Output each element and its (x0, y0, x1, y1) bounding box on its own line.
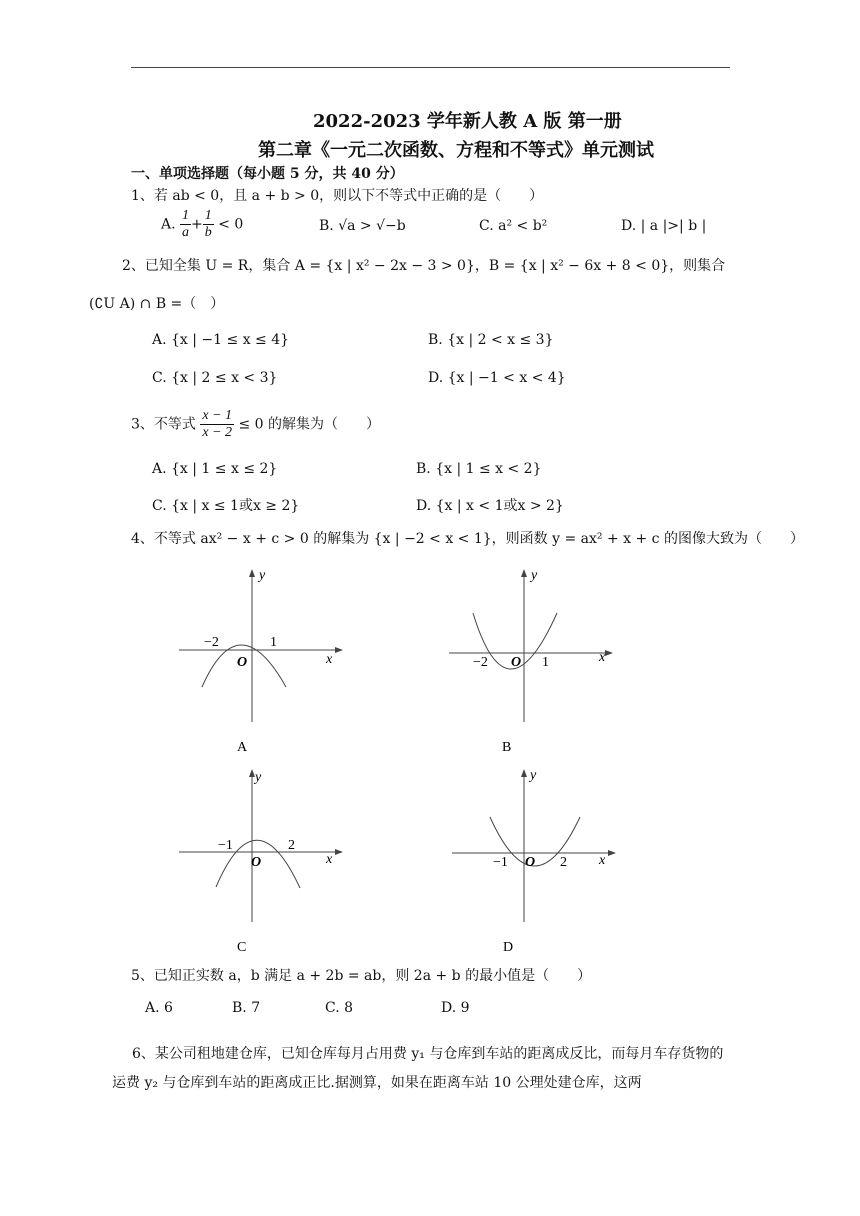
fraction-x-1-over-x-2: $\frac{x - 1}{x - 2}$ (202, 408, 233, 440)
x-axis-label: x (326, 652, 333, 667)
graph-caption: C (237, 940, 247, 955)
x-axis-label: x (599, 853, 606, 868)
question-5-option-a[interactable]: A. 6 (145, 1000, 173, 1016)
question-1-option-b[interactable]: B. √a > √−b (319, 218, 406, 234)
graph-caption: B (502, 740, 512, 755)
graph-b[interactable] (445, 565, 615, 760)
option-a-label: A. (161, 216, 176, 233)
origin-label: O (525, 855, 536, 870)
question-3-option-d[interactable]: D. {x | x < 1或x > 2} (416, 498, 564, 514)
fraction-1-over-b: $\frac{1}{b}$ (204, 208, 212, 240)
y-axis-label: y (259, 568, 266, 583)
question-5-option-c[interactable]: C. 8 (325, 1000, 354, 1016)
question-2-option-d[interactable]: D. {x | −1 < x < 4} (428, 370, 566, 386)
tick-label-right: 2 (288, 838, 295, 853)
question-1-option-d[interactable]: D. | a |>| b | (621, 218, 707, 234)
section-heading: 一、单项选择题（每小题 5 分，共 40 分） (131, 166, 404, 182)
question-2-option-b[interactable]: B. {x | 2 < x ≤ 3} (428, 332, 554, 348)
x-axis-label: x (599, 650, 606, 665)
question-2-stem-line2: (∁U A) ∩ B =（ ） (89, 296, 225, 312)
y-axis-label: y (255, 770, 262, 785)
question-6-text: 6、某公司租地建仓库，已知仓库每月占用费 y₁ 与仓库到车站的距离成反比，而每月车存货物的运费 y₂ 与仓库到车站的距离成正比.据测算，如果在距离车站 10 公理处建仓库，这两 (112, 1046, 724, 1091)
title-line-2: 第二章《一元二次函数、方程和不等式》单元测试 (258, 140, 654, 161)
tick-label-left: −1 (218, 838, 233, 853)
x-axis-label: x (326, 852, 333, 867)
question-4-stem: 4、不等式 ax² − x + c > 0 的解集为 {x | −2 < x < 1}，则函数 y = ax² + x + c 的图像大致为（ ） (131, 531, 804, 547)
tick-label-right: 2 (560, 855, 567, 870)
origin-label: O (237, 655, 248, 670)
origin-label: O (511, 655, 522, 670)
question-3-stem: 3、不等式 $\frac{x - 1}{x - 2}$ ≤ 0 的解集为（ ） (131, 408, 381, 440)
y-axis-label: y (530, 768, 537, 783)
tick-label-left: −2 (204, 635, 219, 650)
question-1-option-c[interactable]: C. a² < b² (479, 218, 548, 234)
question-1-option-a[interactable]: A. $\frac{1}{a}$ + $\frac{1}{b}$ < 0 (161, 208, 244, 240)
tick-label-right: 1 (542, 655, 549, 670)
question-2-stem: 2、已知全集 U = R，集合 A = {x | x² − 2x − 3 > 0}，B = {x | x² − 6x + 8 < 0}，则集合 (122, 258, 726, 274)
y-axis-label: y (531, 568, 538, 583)
fraction-1-over-a: $\frac{1}{a}$ (182, 208, 190, 240)
tick-label-left: −2 (473, 655, 488, 670)
title-line-1: 2022-2023 学年新人教 A 版 第一册 (313, 111, 622, 132)
question-5-option-b[interactable]: B. 7 (232, 1000, 261, 1016)
question-3-option-b[interactable]: B. {x | 1 ≤ x < 2} (416, 461, 542, 477)
graph-d[interactable] (448, 765, 618, 960)
tick-label-left: −1 (493, 855, 508, 870)
graph-c[interactable] (175, 765, 345, 960)
question-3-option-a[interactable]: A. {x | 1 ≤ x ≤ 2} (152, 461, 278, 477)
question-3-option-c[interactable]: C. {x | x ≤ 1或x ≥ 2} (152, 498, 300, 514)
tick-label-right: 1 (270, 635, 277, 650)
origin-label: O (251, 855, 262, 870)
option-a-tail: < 0 (213, 216, 244, 233)
question-2-option-c[interactable]: C. {x | 2 ≤ x < 3} (152, 370, 278, 386)
graph-a[interactable] (175, 565, 345, 760)
question-5-stem: 5、已知正实数 a，b 满足 a + 2b = ab，则 2a + b 的最小值是（ ） (131, 968, 592, 984)
question-5-option-d[interactable]: D. 9 (441, 1000, 470, 1016)
graph-caption: D (503, 940, 514, 955)
header-rule (131, 67, 730, 68)
question-2-option-a[interactable]: A. {x | −1 ≤ x ≤ 4} (152, 332, 290, 348)
question-1-stem: 1、若 ab < 0，且 a + b > 0，则以下不等式中正确的是（ ） (131, 188, 544, 204)
graph-caption: A (237, 740, 248, 755)
